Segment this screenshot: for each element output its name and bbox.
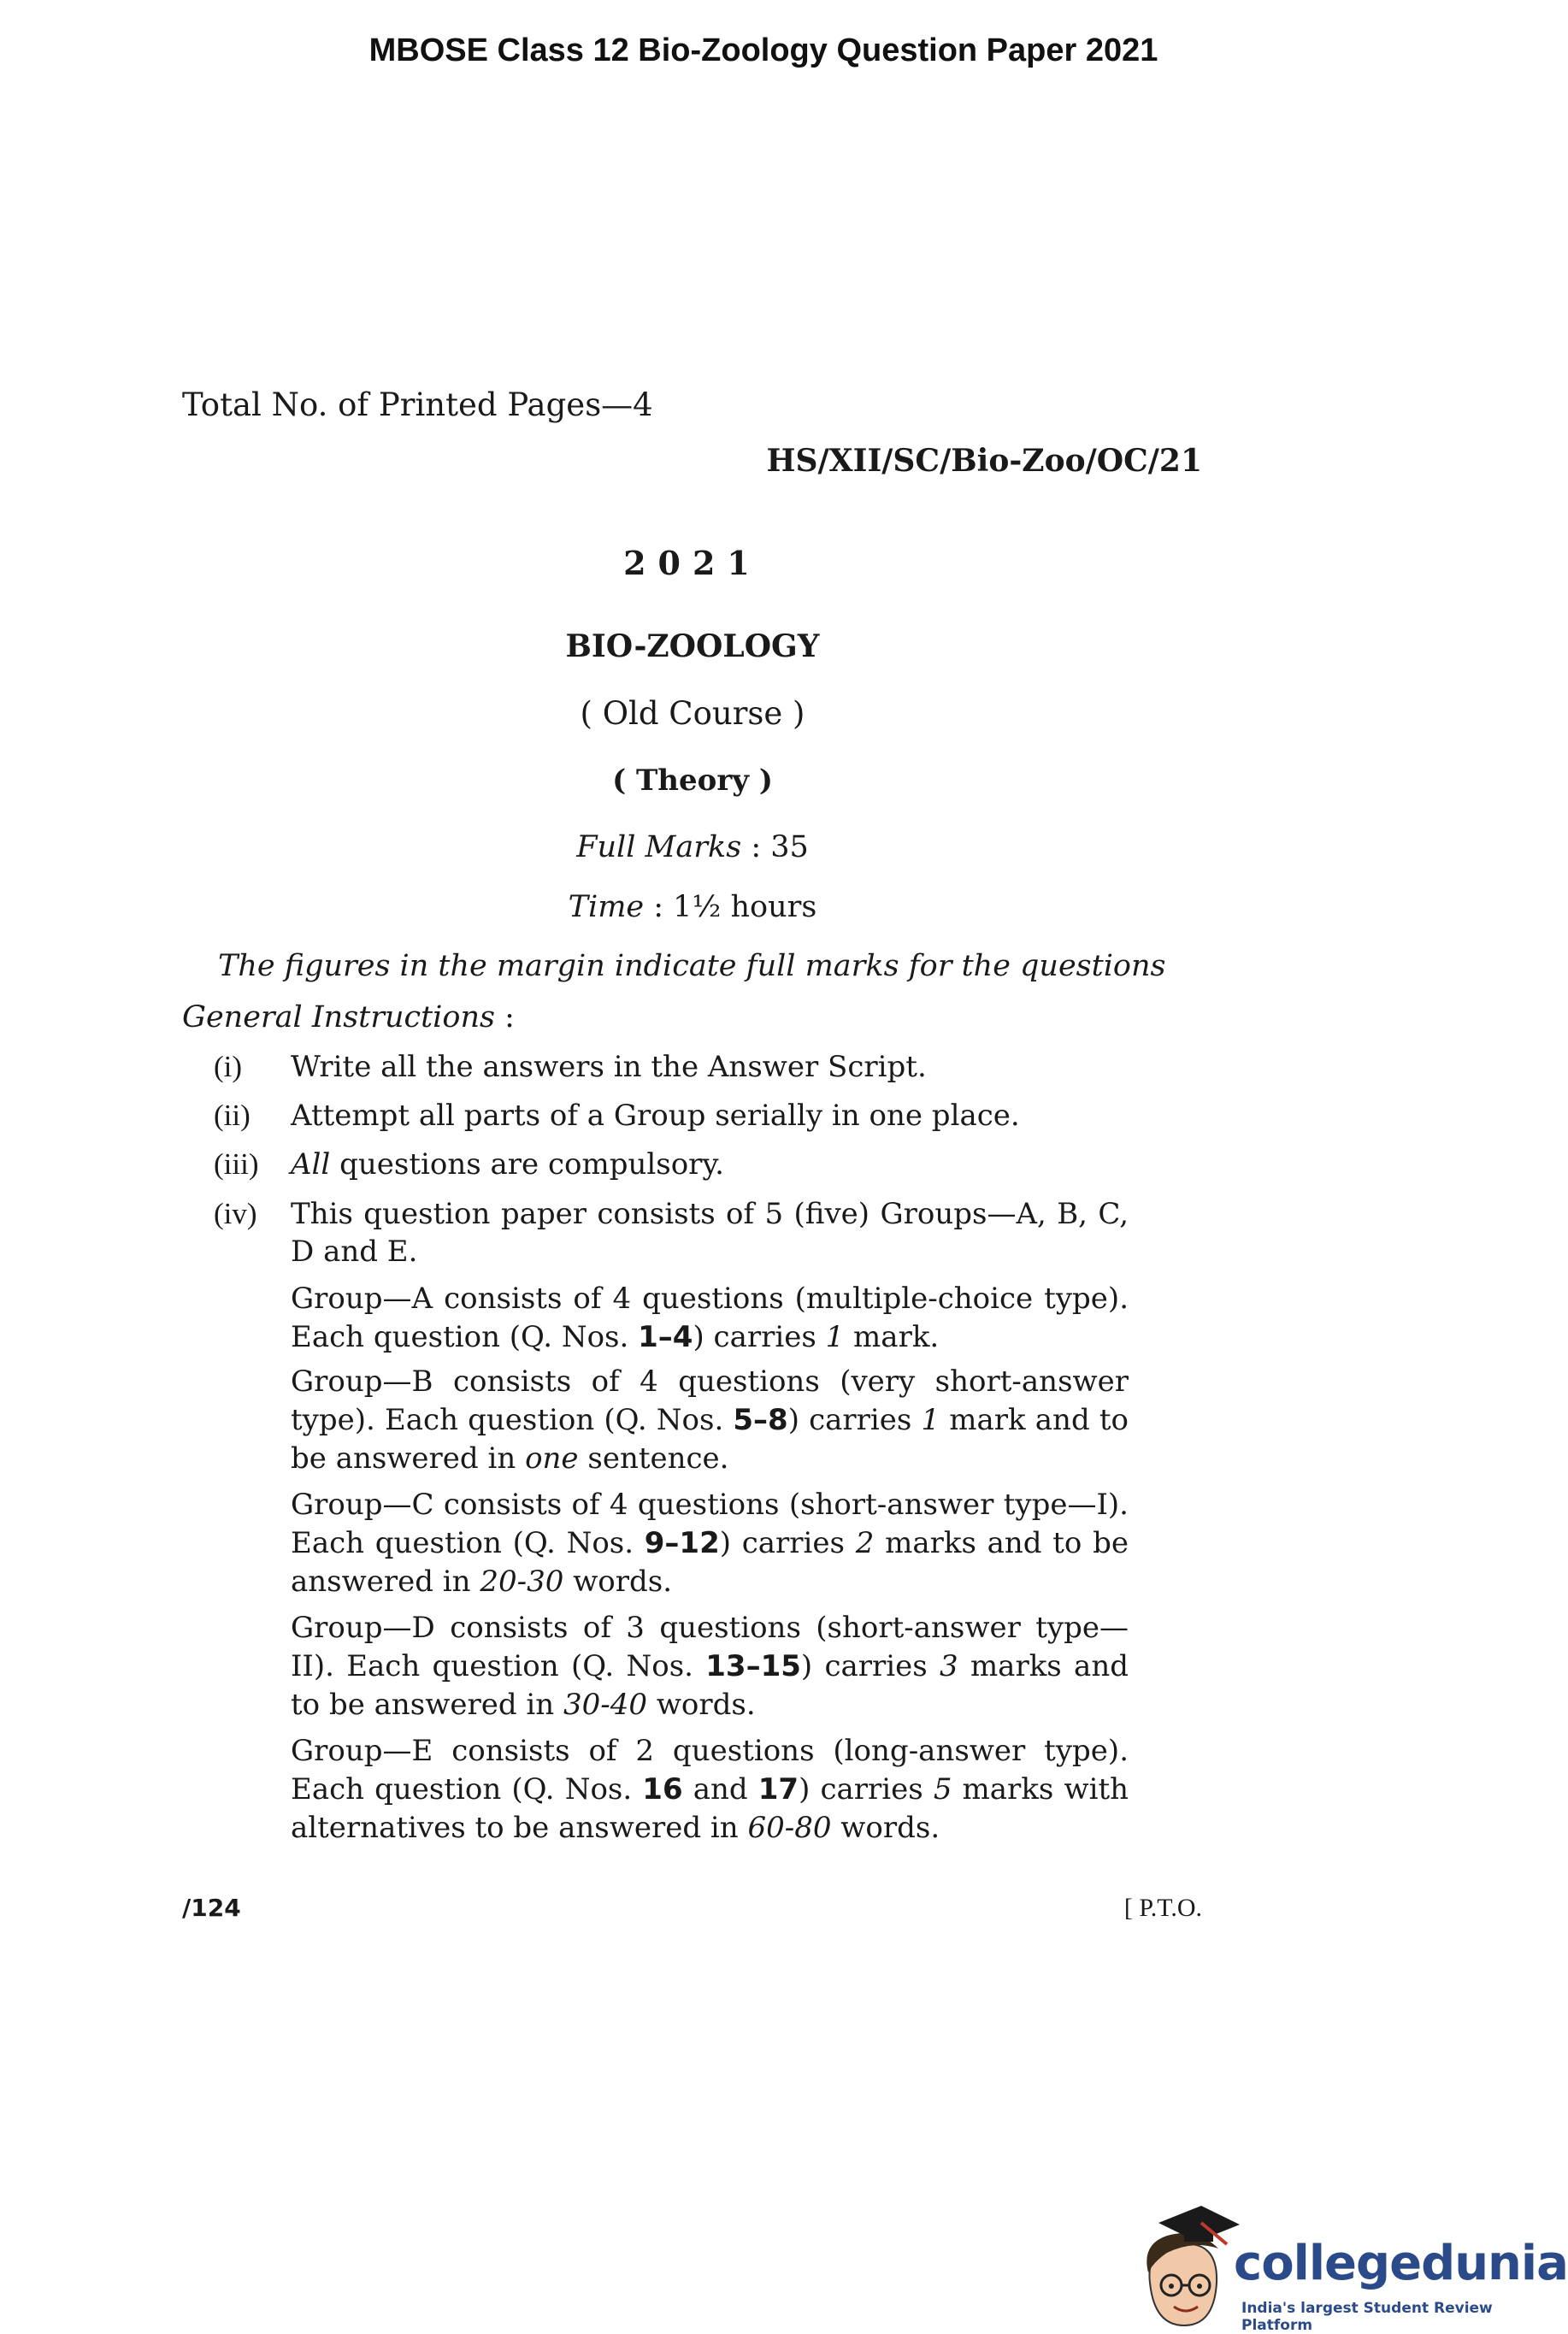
instruction-text-rest: questions are compulsory.	[330, 1147, 724, 1182]
instruction-number: (ii)	[214, 1099, 251, 1132]
group-text: sentence.	[578, 1441, 729, 1476]
answer-length: 20-30	[480, 1565, 564, 1599]
marks-value: 2	[855, 1526, 875, 1560]
question-number: 17	[757, 1772, 799, 1806]
time-label: Time	[568, 890, 645, 924]
answer-length: 60-80	[747, 1811, 832, 1845]
group-text: marks with alternatives to be answered in	[291, 1772, 1129, 1845]
question-number: 16	[642, 1772, 683, 1806]
instruction-number: (i)	[214, 1050, 243, 1083]
general-instructions-colon: :	[504, 1000, 515, 1034]
marks-value: 5	[933, 1772, 952, 1806]
group-text: and	[682, 1772, 758, 1806]
paper-type: ( Theory )	[612, 763, 773, 798]
group-text: mark and to be answered in	[291, 1403, 1129, 1476]
time-value: : 1½ hours	[653, 890, 817, 924]
group-text: marks and to be answered in	[291, 1649, 1129, 1722]
course-type: ( Old Course )	[580, 695, 805, 732]
group-text: ) carries	[693, 1320, 826, 1354]
answer-length: one	[525, 1441, 579, 1476]
page-code: /124	[182, 1894, 241, 1922]
full-marks-label: Full Marks	[576, 830, 742, 864]
group-text: ) carries	[800, 1649, 940, 1683]
group-e-description	[291, 1732, 1129, 1848]
group-a-description	[291, 1280, 1129, 1357]
printed-pages-count: Total No. of Printed Pages—4	[182, 386, 653, 423]
group-text: ) carries	[787, 1403, 922, 1437]
question-numbers: 5–8	[733, 1403, 788, 1437]
general-instructions-heading	[182, 1000, 515, 1034]
group-text: ) carries	[799, 1772, 934, 1806]
document-banner-title: MBOSE Class 12 Bio-Zoology Question Paper 2021	[368, 32, 1158, 68]
instruction-text: Write all the answers in the Answer Script.	[291, 1050, 927, 1084]
group-b-description	[291, 1363, 1129, 1478]
instruction-emphasis: All	[291, 1147, 331, 1182]
group-text: Group—A consists of 4 questions (multiple-choice type). Each question (Q. Nos.	[291, 1282, 1129, 1354]
group-text: marks and to be answered in	[291, 1526, 1129, 1599]
instruction-text: This question paper consists of 5 (five) Groups—A, B, C, D and E.	[291, 1197, 1129, 1269]
time-allowed	[0, 890, 1385, 924]
collegedunia-tagline: India's largest Student Review Platform	[1241, 2300, 1493, 2334]
marks-value: 1	[825, 1320, 845, 1354]
group-text: mark.	[844, 1320, 940, 1354]
group-text: words.	[647, 1688, 756, 1722]
group-text: ) carries	[719, 1526, 856, 1560]
collegedunia-wordmark: collegedunia	[1234, 2236, 1568, 2291]
subject-title: BIO-ZOOLOGY	[565, 628, 820, 664]
group-c-description	[291, 1486, 1129, 1601]
instruction-text: Attempt all parts of a Group serially in one place.	[291, 1099, 1020, 1133]
answer-length: 30-40	[563, 1688, 648, 1722]
group-text: Group—C consists of 4 questions (short-answer type—I). Each question (Q. Nos.	[291, 1488, 1129, 1560]
general-instructions-label: General Instructions	[182, 1000, 495, 1034]
question-numbers: 1–4	[638, 1320, 693, 1354]
margin-note: The figures in the margin indicate full marks for the questions	[218, 949, 1166, 983]
group-text: Group—B consists of 4 questions (very short-answer type). Each question (Q. Nos.	[291, 1364, 1129, 1437]
group-text: words.	[831, 1811, 940, 1845]
group-text: Group—E consists of 2 questions (long-answer type). Each question (Q. Nos.	[291, 1734, 1129, 1806]
paper-code: HS/XII/SC/Bio-Zoo/OC/21	[766, 443, 1202, 479]
marks-value: 1	[921, 1403, 940, 1437]
marks-value: 3	[940, 1649, 958, 1683]
full-marks-value: : 35	[751, 830, 809, 864]
group-text: Group—D consists of 3 questions (short-answer type—II). Each question (Q. Nos.	[291, 1611, 1129, 1683]
exam-year: 2021	[623, 544, 762, 582]
please-turn-over: [ P.T.O.	[1123, 1894, 1202, 1922]
question-numbers: 13–15	[705, 1649, 801, 1683]
mascot-icon	[1147, 2206, 1240, 2325]
group-d-description	[291, 1609, 1129, 1724]
group-text: words.	[563, 1565, 673, 1599]
full-marks	[0, 830, 1385, 864]
question-numbers: 9–12	[644, 1526, 720, 1560]
instruction-number: (iv)	[214, 1197, 257, 1230]
instruction-number: (iii)	[214, 1147, 259, 1181]
instruction-text	[291, 1146, 1129, 1183]
